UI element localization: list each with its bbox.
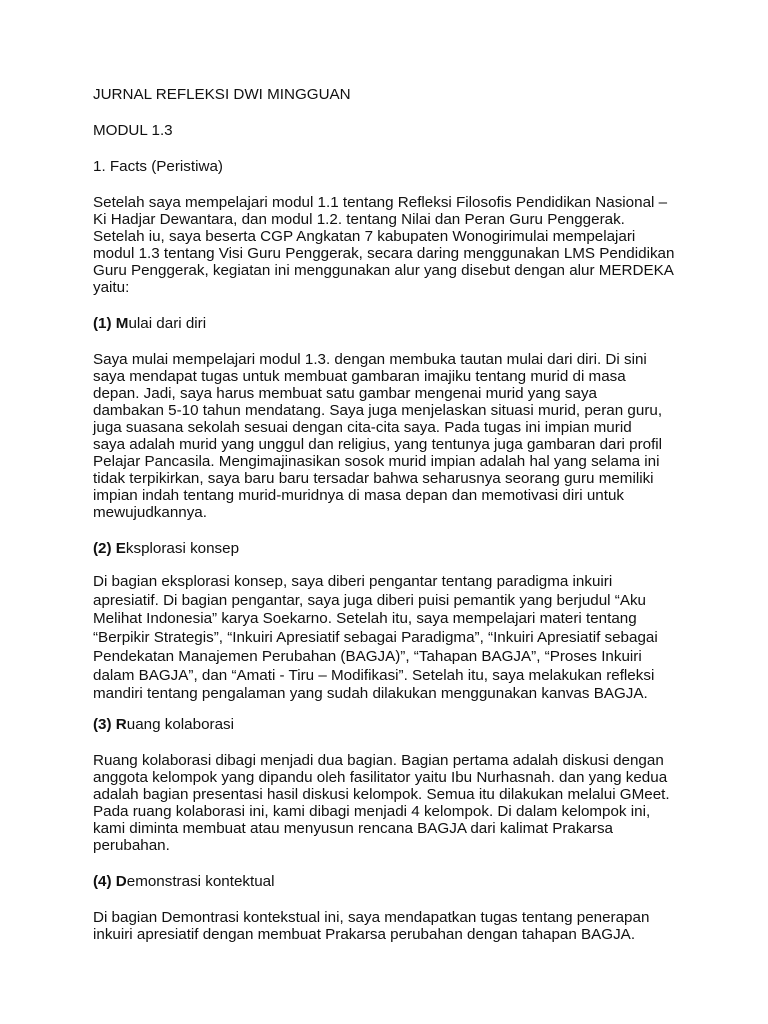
facts-heading: 1. Facts (Peristiwa) [93, 158, 223, 175]
module-label: MODUL 1.3 [93, 122, 173, 139]
section-heading-ruang [93, 716, 683, 733]
section-initial: D [115, 872, 127, 890]
section-initial: M [115, 315, 129, 332]
document-page [93, 86, 683, 943]
section-number: (2) [93, 540, 116, 557]
section-body-demonstrasi: Di bagian Demontrasi kontekstual ini, saya mendapatkan tugas tentang penerapan inkuiri apresiatif dengan membuat Prakarsa perubahan dengan tahapan BAGJA. [93, 908, 650, 943]
section-number: (3) [93, 715, 116, 733]
document-title: JURNAL REFLEKSI DWI MINGGUAN [93, 86, 351, 103]
section-number: (4) [93, 872, 116, 890]
section-body-eksplorasi: Di bagian eksplorasi konsep, saya diberi pengantar tentang paradigma inkuiri apresiatif. Di bagian pengantar, saya juga diberi puisi pemantik yang berjudul “Aku Melihat Indonesia” karya Soekarno. Setelah itu, saya mempelajari materi tentang “Berpikir Strategis”, “Inkuiri Apresiatif sebagai Paradigma”, “Inkuiri Apresiatif sebagai Pendekatan Manajemen Perubahan (BAGJA)”, “Tahapan BAGJA”, “Proses Inkuiri dalam BAGJA”, dan “Amati - Tiru – Modifikasi”. Setelah itu, saya melakukan refleksi mandiri tentang pengalaman yang sudah dilakukan menggunakan kanvas BAGJA. [93, 573, 658, 703]
intro-paragraph: Setelah saya mempelajari modul 1.1 tentang Refleksi Filosofis Pendidikan Nasional – Ki Hadjar Dewantara, dan modul 1.2. tentang Nilai dan Peran Guru Penggerak. Setelah iu, saya beserta CGP Angkatan 7 kabupaten Wonogirimulai mempelajari modul 1.3 tentang Visi Guru Penggerak, secara daring menggunakan LMS Pendidikan Guru Penggerak, kegiatan ini menggunakan alur yang disebut dengan alur MERDEKA yaitu: [93, 194, 675, 296]
section-heading-rest: uang kolaborasi [126, 715, 234, 733]
section-heading-rest: ksplorasi konsep [125, 540, 240, 557]
section-heading-demonstrasi [93, 873, 683, 890]
section-body-mulai: Saya mulai mempelajari modul 1.3. dengan membuka tautan mulai dari diri. Di sini saya mendapat tugas untuk membuat gambaran imajiku tentang murid di masa depan. Jadi, saya harus membuat satu gambar mengenai murid yang saya dambakan 5-10 tahun mendatang. Saya juga menjelaskan situasi murid, peran guru, juga suasana sekolah sesuai dengan cita-cita saya. Pada tugas ini impian murid saya adalah murid yang unggul dan religius, yang tentunya juga gambaran dari profil Pelajar Pancasila. Mengimajinasikan sosok murid impian adalah hal yang selama ini tidak terpikirkan, saya baru baru tersadar bahwa seharusnya seorang guru memiliki impian indah tentang murid-muridnya di masa depan dan memotivasi diri untuk mewujudkannya. [93, 351, 663, 521]
section-initial: E [115, 540, 126, 557]
section-heading-eksplorasi [93, 540, 683, 557]
section-initial: R [115, 715, 127, 733]
section-heading-mulai [93, 315, 683, 332]
section-number: (1) [93, 315, 116, 332]
section-body-ruang: Ruang kolaborasi dibagi menjadi dua bagian. Bagian pertama adalah diskusi dengan anggota kelompok yang dipandu oleh fasilitator yaitu Ibu Nurhasnah. dan yang kedua adalah bagian presentasi hasil diskusi kelompok. Semua itu dilakukan melalui GMeet. Pada ruang kolaborasi ini, kami dibagi menjadi 4 kelompok. Di dalam kelompok ini, kami diminta membuat atau menyusun rencana BAGJA dari kalimat Prakarsa perubahan. [93, 751, 670, 854]
section-heading-rest: ulai dari diri [128, 315, 207, 332]
section-heading-rest: emonstrasi kontektual [126, 872, 275, 890]
